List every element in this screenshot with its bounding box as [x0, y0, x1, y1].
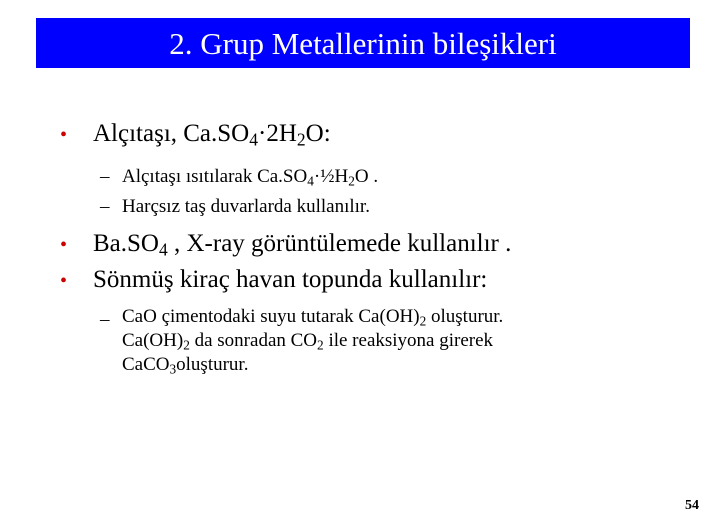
sub-bullet-text: Alçıtaşı ısıtılarak $Ca.SO_4\cdot\frac{1}{2}H_2O$ . — [122, 166, 379, 189]
sub-bullet-text: Harçsız taş duvarlarda kullanılır. — [122, 196, 370, 217]
bullet-icon: • — [60, 234, 68, 256]
sub-bullet-cement — [100, 309, 122, 331]
bullet-text: Sönmüş kiraç havan topunda kullanılır: — [93, 266, 488, 293]
bullet-icon: • — [60, 124, 68, 146]
bullet-text: Alçıtaşı, $Ca.SO_4\cdot 2H_2O$: — [93, 120, 331, 150]
cement-line-1: CaO çimentodaki suyu tutarak $Ca(OH)_2$ oluşturur. — [122, 306, 504, 329]
page-number: 54 — [685, 498, 699, 513]
dash-icon: – — [100, 309, 110, 330]
bullet-text: $Ba.SO_4$ , X-ray görüntülemede kullanılır . — [93, 230, 512, 260]
sub-bullet-heated-gypsum — [100, 166, 378, 188]
sub-bullet-cement-text — [122, 305, 642, 377]
title-bar — [36, 18, 690, 68]
cement-line-3: CaCO$_3$oluşturur. — [122, 354, 249, 377]
dash-icon: – — [100, 166, 110, 187]
bullet-icon: • — [60, 270, 68, 292]
dash-icon: – — [100, 196, 110, 217]
bullet-slaked-lime — [60, 266, 487, 294]
bullet-gypsum — [60, 120, 331, 148]
slide-title: 2. Grup Metallerinin bileşikleri — [169, 25, 557, 61]
cement-line-2: $Ca(OH)_2$ da sonradan $CO_2$ ile reaksiyona girerek — [122, 330, 494, 353]
bullet-barium-sulfate — [60, 230, 511, 258]
sub-bullet-mortarless-walls — [100, 196, 370, 218]
